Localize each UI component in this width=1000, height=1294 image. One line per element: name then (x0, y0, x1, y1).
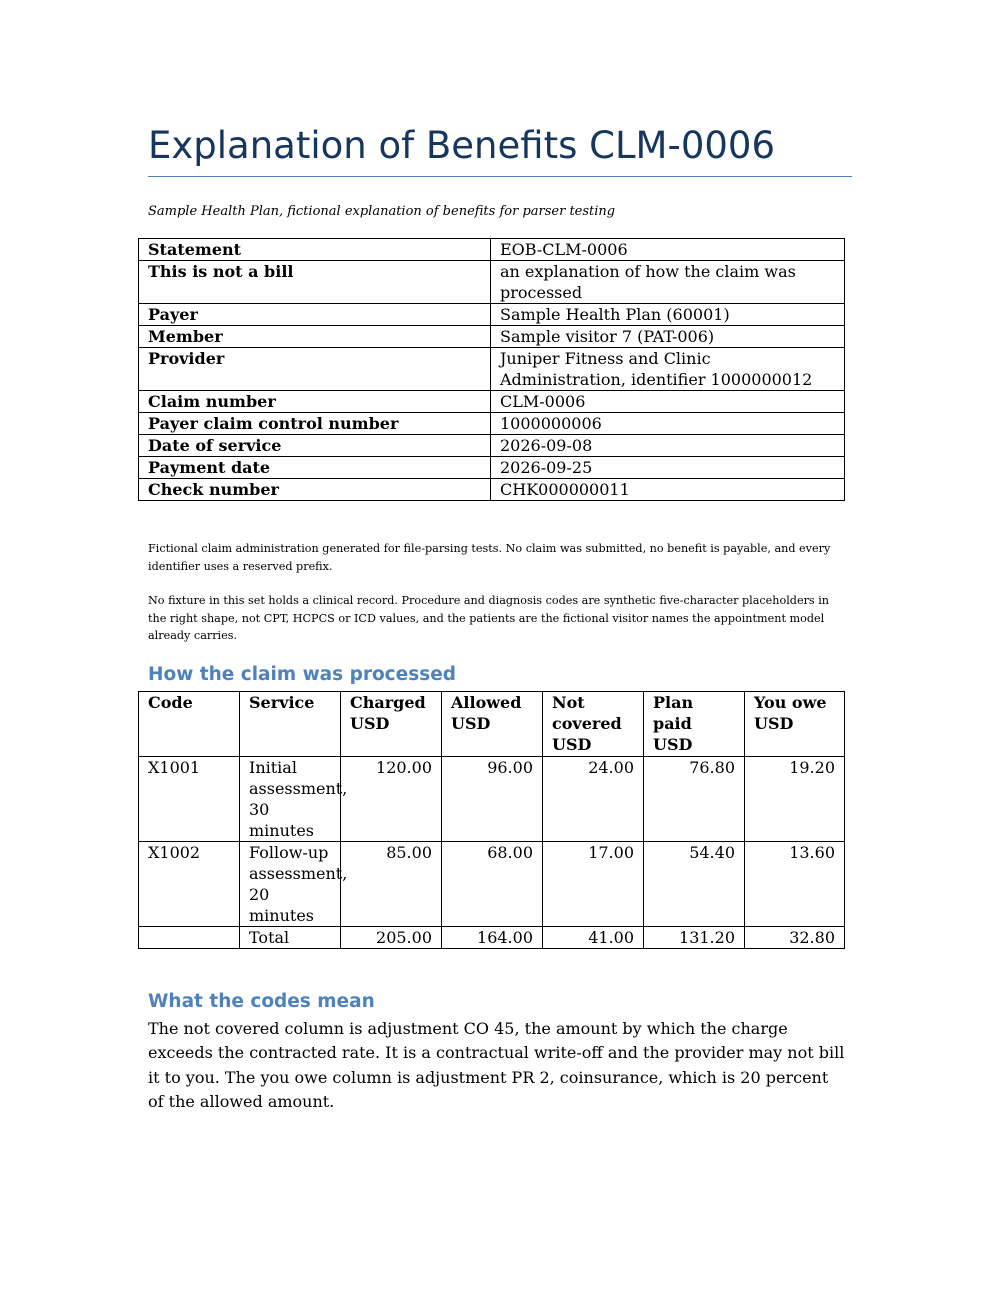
charged-cell: 85.00 (341, 842, 442, 927)
column-header: You owe USD (745, 692, 845, 757)
processed-heading: How the claim was processed (148, 664, 457, 685)
summary-label: Provider (139, 348, 491, 391)
summary-label: Check number (139, 479, 491, 501)
allowed-cell: 164.00 (442, 927, 543, 949)
allowed-cell: 96.00 (442, 757, 543, 842)
summary-value: an explanation of how the claim was processed (491, 261, 845, 304)
summary-row (139, 326, 845, 348)
summary-label: Claim number (139, 391, 491, 413)
document-title: Explanation of Benefits CLM-0006 (148, 124, 775, 167)
total-row (139, 927, 845, 949)
summary-value: CLM-0006 (491, 391, 845, 413)
not-covered-cell: 41.00 (543, 927, 644, 949)
summary-row (139, 304, 845, 326)
summary-row (139, 479, 845, 501)
column-header: Code (139, 692, 240, 757)
summary-value: 2026-09-25 (491, 457, 845, 479)
summary-value: 1000000006 (491, 413, 845, 435)
service-cell: Total (240, 927, 341, 949)
code-cell: X1002 (139, 842, 240, 927)
title-divider (148, 176, 852, 177)
allowed-cell: 68.00 (442, 842, 543, 927)
column-header: Allowed USD (442, 692, 543, 757)
summary-label: Payment date (139, 457, 491, 479)
document-subtitle: Sample Health Plan, fictional explanation of benefits for parser testing (148, 204, 616, 219)
column-header: Charged USD (341, 692, 442, 757)
column-header: Service (240, 692, 341, 757)
summary-row (139, 435, 845, 457)
you-owe-cell: 19.20 (745, 757, 845, 842)
summary-row (139, 348, 845, 391)
you-owe-cell: 13.60 (745, 842, 845, 927)
codes-explanation: The not covered column is adjustment CO 45, the amount by which the charge exceeds the contracted rate. It is a contractual write-off and the provider may not bill it to you. The you owe column is adjustment PR 2, coinsurance, which is 20 percent of the allowed amount. (148, 1019, 845, 1111)
claim-summary-table (138, 238, 845, 501)
not-covered-cell: 17.00 (543, 842, 644, 927)
column-header: Not covered USD (543, 692, 644, 757)
claim-lines-table (138, 691, 845, 949)
summary-value: 2026-09-08 (491, 435, 845, 457)
summary-label: Statement (139, 239, 491, 261)
summary-label: This is not a bill (139, 261, 491, 304)
plan-paid-cell: 131.20 (644, 927, 745, 949)
table-header-row (139, 692, 845, 757)
summary-row (139, 391, 845, 413)
summary-label: Payer claim control number (139, 413, 491, 435)
table-row (139, 757, 845, 842)
code-cell (139, 927, 240, 949)
charged-cell: 120.00 (341, 757, 442, 842)
summary-value: Sample visitor 7 (PAT-006) (491, 326, 845, 348)
charged-cell: 205.00 (341, 927, 442, 949)
column-header: Plan paid USD (644, 692, 745, 757)
summary-row (139, 413, 845, 435)
summary-row (139, 261, 845, 304)
service-cell: Follow-up assessment, 20 minutes (240, 842, 341, 927)
disclaimer-note: Fictional claim administration generated for file-parsing tests. No claim was submitted, no benefit is payable, and every identifier uses a reserved prefix. (148, 542, 831, 573)
summary-label: Date of service (139, 435, 491, 457)
summary-row (139, 239, 845, 261)
clinical-record-note: No fixture in this set holds a clinical record. Procedure and diagnosis codes are synthetic five-character placeholders in the right shape, not CPT, HCPCS or ICD values, and the patients are the fictional visitor names the appointment model already carries. (148, 594, 830, 642)
summary-label: Payer (139, 304, 491, 326)
table-row (139, 842, 845, 927)
summary-value: Juniper Fitness and Clinic Administration, identifier 1000000012 (491, 348, 845, 391)
summary-row (139, 457, 845, 479)
summary-value: EOB-CLM-0006 (491, 239, 845, 261)
not-covered-cell: 24.00 (543, 757, 644, 842)
summary-label: Member (139, 326, 491, 348)
code-cell: X1001 (139, 757, 240, 842)
summary-value: Sample Health Plan (60001) (491, 304, 845, 326)
summary-value: CHK000000011 (491, 479, 845, 501)
codes-heading: What the codes mean (148, 991, 375, 1012)
you-owe-cell: 32.80 (745, 927, 845, 949)
service-cell: Initial assessment, 30 minutes (240, 757, 341, 842)
plan-paid-cell: 76.80 (644, 757, 745, 842)
plan-paid-cell: 54.40 (644, 842, 745, 927)
